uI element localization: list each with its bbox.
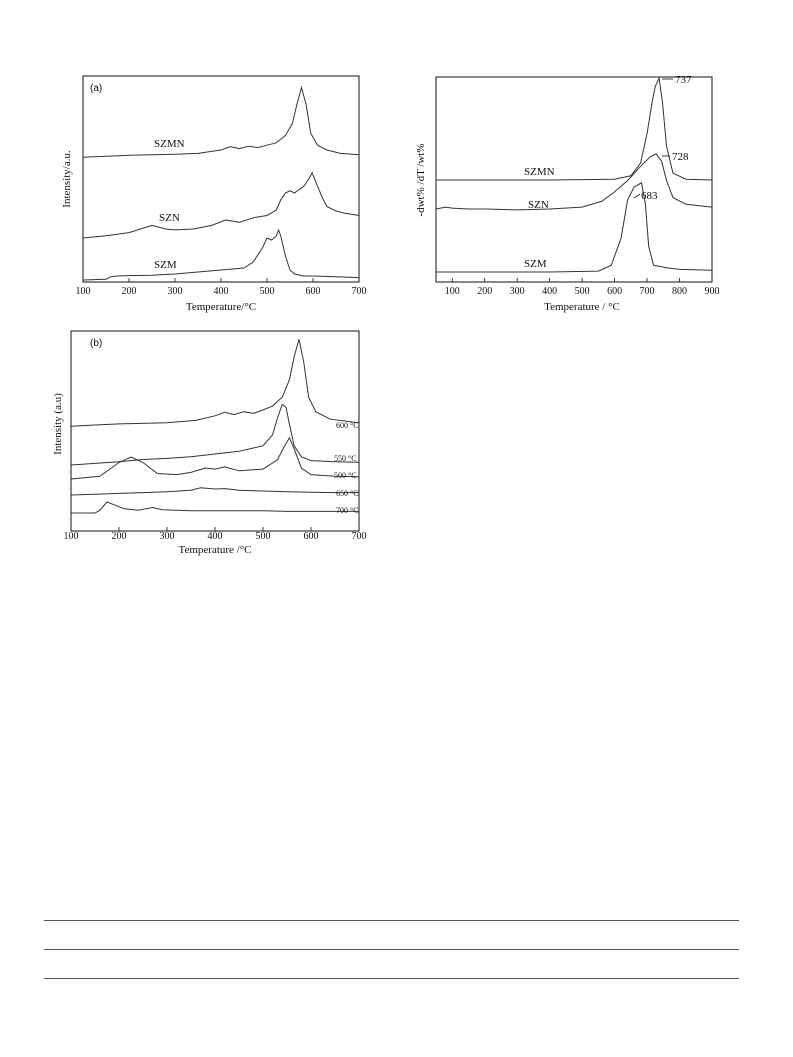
- chart-b-x-ticks: [64, 527, 367, 542]
- chart-tga-series-label-szm: SZM: [524, 258, 547, 270]
- chart-a-frame: [83, 76, 359, 282]
- chart-b-series-label-550: 550 °C: [334, 454, 357, 463]
- chart-a-panel-label: (a): [90, 83, 103, 94]
- chart-a-series-label-szmn: SZMN: [154, 138, 185, 150]
- chart-tga-series: [436, 78, 712, 272]
- chart-b-frame: [71, 331, 359, 531]
- chart-tga-annotation-737: 737: [675, 74, 692, 86]
- chart-a-series: [83, 88, 359, 280]
- chartT-tick-label-900: 900: [704, 286, 720, 297]
- chart-tga-annotation-line-683: [634, 194, 640, 198]
- chartB-tick-label-700: 700: [351, 531, 367, 542]
- chart-b-series-label-500: 500 °C: [334, 471, 357, 480]
- chartB-tick-label-400: 400: [207, 531, 223, 542]
- chartA-series-line-szm: [83, 230, 359, 280]
- chart-a-series-label-szn: SZN: [159, 212, 180, 224]
- page-rule-top: [44, 920, 739, 921]
- chartT-series-line-szmn: [436, 78, 712, 180]
- chartT-tick-label-200: 200: [477, 286, 493, 297]
- chart-tga: [415, 74, 720, 313]
- chart-tga-x-label: Temperature / °C: [544, 301, 620, 313]
- chartA-tick-label-700: 700: [351, 286, 367, 297]
- chartA-tick-label-400: 400: [213, 286, 229, 297]
- chart-b-panel-label: (b): [90, 338, 103, 349]
- chartT-series-line-szm: [436, 183, 712, 272]
- chart-tga-annotation-728: 728: [672, 151, 689, 163]
- chartT-tick-label-400: 400: [542, 286, 558, 297]
- chartT-tick-label-600: 600: [607, 286, 623, 297]
- chartT-tick-label-800: 800: [672, 286, 688, 297]
- chartT-tick-label-500: 500: [574, 286, 590, 297]
- chart-b-series-label-600: 600 °C: [336, 421, 359, 430]
- chart-b-x-label: Temperature /°C: [178, 544, 252, 556]
- chartB-tick-label-500: 500: [255, 531, 271, 542]
- chartT-tick-label-300: 300: [509, 286, 525, 297]
- chartB-tick-label-200: 200: [111, 531, 127, 542]
- chart-a-series-label-szm: SZM: [154, 259, 177, 271]
- chart-tga-series-label-szn: SZN: [528, 199, 549, 211]
- chart-b-series-label-700: 700 °C: [336, 506, 359, 515]
- chart-a: [61, 76, 367, 313]
- page-rule-bottom: [44, 978, 739, 979]
- chartB-tick-label-600: 600: [303, 531, 319, 542]
- chart-b-y-label: Intensity (a.u): [52, 393, 64, 455]
- chart-tga-x-ticks: [445, 278, 720, 297]
- chart-a-x-ticks: [76, 278, 367, 297]
- chart-tga-annotation-683: 683: [641, 190, 658, 202]
- page-rule-middle: [44, 949, 739, 950]
- chart-tga-y-label: -dwt% /dT /wt%: [415, 143, 427, 217]
- chartB-series-line-550c: [71, 405, 359, 466]
- chart-b: [52, 331, 367, 556]
- chart-b-series-label-650: 650 °C: [336, 489, 359, 498]
- chartB-tick-label-100: 100: [63, 531, 79, 542]
- chart-b-series: [71, 339, 359, 513]
- chartA-tick-label-500: 500: [259, 286, 275, 297]
- chartA-tick-label-200: 200: [121, 286, 137, 297]
- chartA-tick-label-300: 300: [167, 286, 183, 297]
- chart-a-y-label: Intensity/a.u.: [61, 150, 73, 208]
- chart-tga-series-label-szmn: SZMN: [524, 166, 555, 178]
- chartA-series-line-szn: [83, 173, 359, 238]
- chartT-tick-label-100: 100: [444, 286, 460, 297]
- chartT-tick-label-700: 700: [639, 286, 655, 297]
- chartB-series-line-500c: [71, 438, 359, 479]
- chart-a-x-label: Temperature/°C: [185, 301, 257, 313]
- chartB-series-line-650c: [71, 488, 359, 495]
- chartB-series-line-600c: [71, 339, 359, 426]
- chartA-series-line-szmn: [83, 88, 359, 158]
- chartB-tick-label-300: 300: [159, 531, 175, 542]
- chartA-tick-label-600: 600: [305, 286, 321, 297]
- chartB-series-line-700c: [71, 502, 359, 513]
- chartA-tick-label-100: 100: [75, 286, 91, 297]
